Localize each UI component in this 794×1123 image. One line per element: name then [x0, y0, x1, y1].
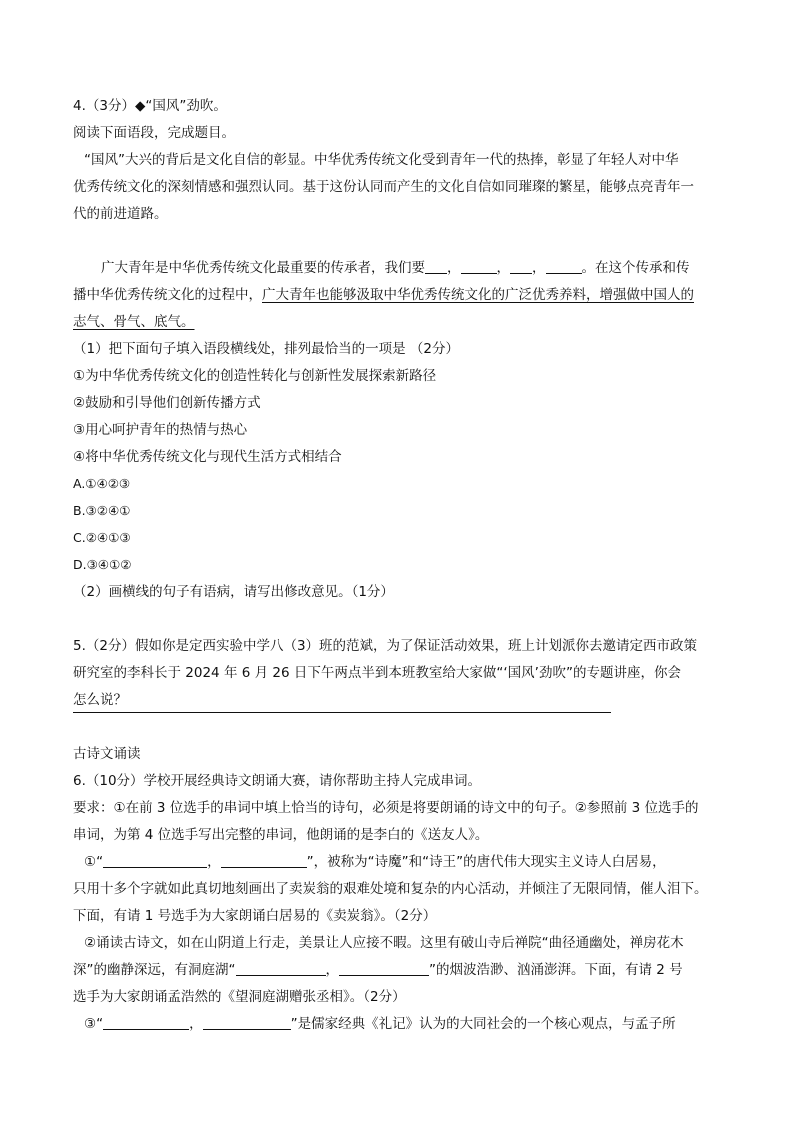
item-text: ”的烟波浩渺、汹涌澎湃。下面，有请 2 号 [429, 962, 683, 978]
choice-c[interactable]: C.②④①③ [73, 530, 131, 545]
q4-passage-line: 代的前进道路。 [73, 206, 168, 222]
q4-sub2: （2）画横线的句子有语病，请写出修改意见。（1分） [73, 584, 394, 600]
poem-blank[interactable] [103, 853, 207, 868]
item-text: ”是儒家经典《礼记》认为的大同社会的一个核心观点，与孟子所 [290, 1016, 676, 1032]
poem-blank[interactable] [221, 853, 307, 868]
q6-item2-line2 [73, 960, 683, 980]
q5-text: 5.（2分）假如你是定西实验中学八（3）班的范斌，为了保证活动效果，班上计划派你去邀请定西市政策 [73, 638, 698, 654]
q4-title: 4.（3分）◆“国风”劲吹。 [73, 98, 227, 114]
q6-item1-line: 只用十多个字就如此真切地刻画出了卖炭翁的艰难处境和复杂的内心活动，并倾注了无限同情，催人泪下。 [73, 881, 708, 897]
section-heading: 古诗文诵读 [73, 746, 141, 762]
q4-sub1: （1）把下面句子填入语段横线处，排列最恰当的一项是 （2分） [73, 341, 459, 357]
q5-text: 研究室的李科长于 2024 年 6 月 26 日下午两点半到本班教室给大家做“‘国风’劲吹”的专题讲座，你会 [73, 665, 681, 681]
q6-item2-line: ②诵读古诗文，如在山阴道上行走，美景让人应接不暇。这里有破山寺后禅院“曲径通幽处，禅房花木 [84, 935, 684, 951]
q4-passage-para2-line1 [101, 258, 690, 278]
underlined-sentence: 志气、骨气、底气。 [73, 314, 195, 330]
q4-option: ④将中华优秀传统文化与现代生活方式相结合 [73, 449, 342, 465]
poem-blank[interactable] [203, 1015, 291, 1030]
punct: ， [207, 854, 221, 870]
q6-requirement: 串词，为第 4 位选手写出完整的串词，他朗诵的是李白的《送友人》。 [73, 827, 489, 843]
punct: ， [447, 260, 461, 276]
punct: ①“ [84, 854, 104, 870]
choice-b[interactable]: B.③②④① [73, 503, 131, 518]
q4-passage-para2-line2 [73, 285, 694, 305]
fill-blank-3[interactable] [510, 259, 532, 274]
punct: ， [325, 962, 339, 978]
passage-text: 。在这个传承和传 [581, 260, 690, 276]
q6-item1-line1 [84, 852, 666, 872]
q6-item3-line1 [84, 1014, 676, 1034]
q4-passage-line: 优秀传统文化的深刻情感和强烈认同。基于这份认同而产生的文化自信如同璀璨的繁星，能够点亮青年一 [73, 179, 694, 195]
item-text: 深”的幽静深远，有洞庭湖“ [73, 962, 236, 978]
punct: ③“ [84, 1016, 104, 1032]
punct: ， [496, 260, 510, 276]
q4-option: ③用心呵护青年的热情与热心 [73, 422, 248, 438]
q4-option: ②鼓励和引导他们创新传播方式 [73, 395, 261, 411]
q5-answer-line[interactable] [73, 712, 611, 713]
passage-text: 广大青年是中华优秀传统文化最重要的传承者，我们要 [101, 260, 425, 276]
q5-text: 怎么说？ [73, 692, 127, 708]
poem-blank[interactable] [236, 961, 326, 976]
punct: ， [189, 1016, 203, 1032]
fill-blank-1[interactable] [425, 259, 447, 274]
q4-passage-line: “国风”大兴的背后是文化自信的彰显。中华优秀传统文化受到青年一代的热捧，彰显了年轻人对中华 [84, 152, 679, 168]
passage-text: 播中华优秀传统文化的过程中， [73, 287, 262, 303]
item-text: ”，被称为“诗魔”和“诗王”的唐代伟大现实主义诗人白居易， [306, 854, 666, 870]
punct: ， [532, 260, 546, 276]
choice-d[interactable]: D.③④①② [73, 557, 132, 572]
q6-item2-line: 选手为大家朗诵孟浩然的《望洞庭湖赠张丞相》。（2分） [73, 989, 406, 1005]
underlined-sentence: 广大青年也能够汲取中华优秀传统文化的广泛优秀养料，增强做中国人的 [262, 287, 694, 303]
poem-blank[interactable] [103, 1015, 189, 1030]
fill-blank-2[interactable] [461, 259, 497, 274]
poem-blank[interactable] [339, 961, 429, 976]
q4-option: ①为中华优秀传统文化的创造性转化与创新性发展探索新路径 [73, 368, 437, 384]
choice-a[interactable]: A.①④②③ [73, 476, 131, 491]
q6-requirement: 要求：①在前 3 位选手的串词中填上恰当的诗句，必须是将要朗诵的诗文中的句子。②参照前 3 位选手的 [73, 800, 699, 816]
q6-title: 6.（10分）学校开展经典诗文朗诵大赛，请你帮助主持人完成串词。 [73, 773, 482, 789]
q6-item1-line: 下面，有请 1 号选手为大家朗诵白居易的《卖炭翁》。（2分） [73, 908, 437, 924]
fill-blank-4[interactable] [546, 259, 582, 274]
q4-instruction: 阅读下面语段，完成题目。 [73, 125, 235, 141]
